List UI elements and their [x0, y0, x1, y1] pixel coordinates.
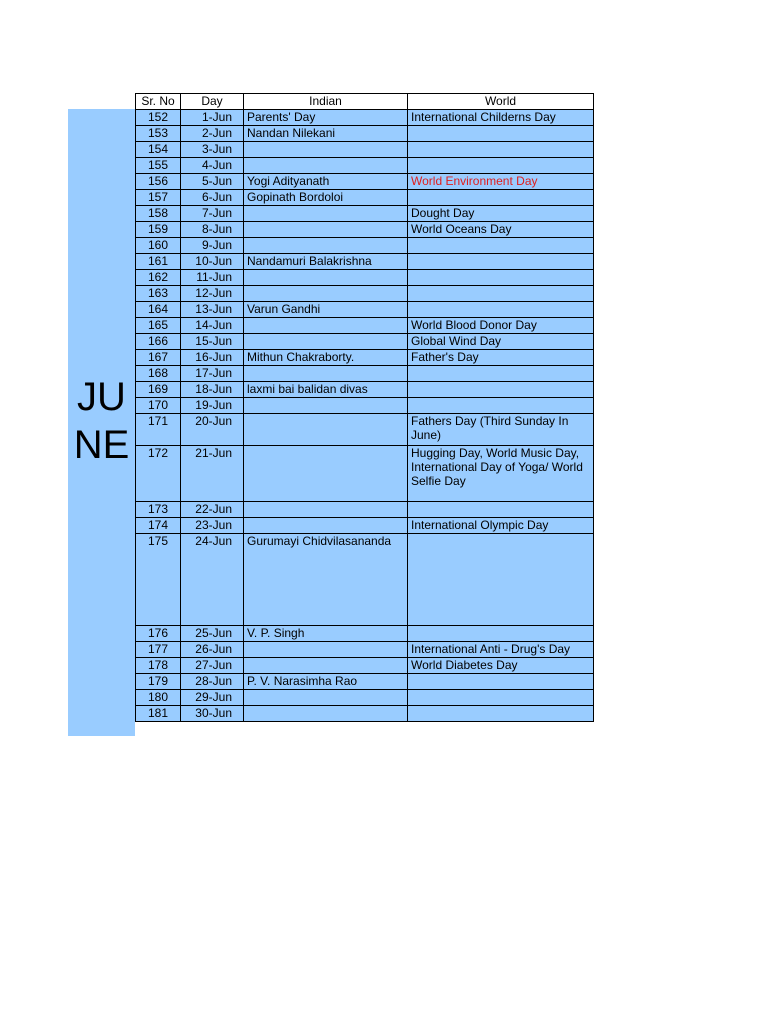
row-day: 24-Jun: [181, 534, 244, 626]
row-day: 26-Jun: [181, 642, 244, 658]
row-indian: [244, 334, 408, 350]
row-sr-no: 175: [136, 534, 181, 626]
row-indian: [244, 398, 408, 414]
table-row: [136, 318, 594, 334]
row-day: 21-Jun: [181, 446, 244, 502]
row-sr-no: 152: [136, 110, 181, 126]
header-row: [136, 94, 594, 110]
row-day: 14-Jun: [181, 318, 244, 334]
row-indian: [244, 222, 408, 238]
row-day: 12-Jun: [181, 286, 244, 302]
row-sr-no: 164: [136, 302, 181, 318]
row-indian: [244, 270, 408, 286]
row-indian: [244, 238, 408, 254]
row-indian: [244, 158, 408, 174]
table-row: [136, 158, 594, 174]
table-row: [136, 110, 594, 126]
row-day: 29-Jun: [181, 690, 244, 706]
table-row: [136, 254, 594, 270]
row-indian: [244, 706, 408, 722]
row-sr-no: 154: [136, 142, 181, 158]
row-indian: [244, 414, 408, 446]
row-world: World Oceans Day: [408, 222, 594, 238]
row-world: [408, 706, 594, 722]
row-day: 1-Jun: [181, 110, 244, 126]
table-row: [136, 126, 594, 142]
table-row: [136, 502, 594, 518]
row-day: 22-Jun: [181, 502, 244, 518]
table-row: [136, 414, 594, 446]
header-sr-no: Sr. No: [136, 94, 181, 110]
row-world: [408, 126, 594, 142]
table-row: [136, 706, 594, 722]
row-world: [408, 626, 594, 642]
table-row: [136, 238, 594, 254]
row-world: [408, 254, 594, 270]
row-sr-no: 172: [136, 446, 181, 502]
row-world: [408, 534, 594, 626]
row-day: 20-Jun: [181, 414, 244, 446]
row-day: 19-Jun: [181, 398, 244, 414]
row-sr-no: 160: [136, 238, 181, 254]
table-row: [136, 398, 594, 414]
row-indian: [244, 502, 408, 518]
row-sr-no: 163: [136, 286, 181, 302]
row-indian: [244, 206, 408, 222]
table-row: [136, 302, 594, 318]
row-day: 7-Jun: [181, 206, 244, 222]
row-sr-no: 178: [136, 658, 181, 674]
row-day: 8-Jun: [181, 222, 244, 238]
row-sr-no: 158: [136, 206, 181, 222]
row-world: [408, 238, 594, 254]
calendar-table: [135, 93, 594, 722]
row-indian: Mithun Chakraborty.: [244, 350, 408, 366]
row-day: 23-Jun: [181, 518, 244, 534]
row-indian: [244, 642, 408, 658]
row-sr-no: 170: [136, 398, 181, 414]
row-indian: Varun Gandhi: [244, 302, 408, 318]
row-day: 28-Jun: [181, 674, 244, 690]
row-sr-no: 176: [136, 626, 181, 642]
row-world: [408, 502, 594, 518]
row-world: Hugging Day, World Music Day, International Day of Yoga/ World Selfie Day: [408, 446, 594, 502]
row-world: [408, 158, 594, 174]
row-world: Father's Day: [408, 350, 594, 366]
row-world: [408, 190, 594, 206]
row-day: 4-Jun: [181, 158, 244, 174]
row-sr-no: 157: [136, 190, 181, 206]
row-day: 3-Jun: [181, 142, 244, 158]
row-world: [408, 142, 594, 158]
row-day: 18-Jun: [181, 382, 244, 398]
table-row: [136, 222, 594, 238]
row-world: [408, 302, 594, 318]
row-day: 17-Jun: [181, 366, 244, 382]
row-sr-no: 156: [136, 174, 181, 190]
row-sr-no: 168: [136, 366, 181, 382]
table-row: [136, 446, 594, 502]
row-world: [408, 366, 594, 382]
row-day: 6-Jun: [181, 190, 244, 206]
row-indian: [244, 518, 408, 534]
row-sr-no: 181: [136, 706, 181, 722]
table-row: [136, 642, 594, 658]
row-day: 5-Jun: [181, 174, 244, 190]
table-row: [136, 690, 594, 706]
row-day: 11-Jun: [181, 270, 244, 286]
row-indian: [244, 446, 408, 502]
row-indian: Gurumayi Chidvilasananda: [244, 534, 408, 626]
row-day: 2-Jun: [181, 126, 244, 142]
row-sr-no: 174: [136, 518, 181, 534]
header-world: World: [408, 94, 594, 110]
table-row: [136, 206, 594, 222]
row-world: [408, 398, 594, 414]
table-row: [136, 626, 594, 642]
row-indian: Parents' Day: [244, 110, 408, 126]
row-sr-no: 162: [136, 270, 181, 286]
row-sr-no: 153: [136, 126, 181, 142]
row-indian: laxmi bai balidan divas: [244, 382, 408, 398]
row-sr-no: 179: [136, 674, 181, 690]
row-world: [408, 382, 594, 398]
row-sr-no: 180: [136, 690, 181, 706]
row-indian: [244, 286, 408, 302]
row-sr-no: 165: [136, 318, 181, 334]
table-row: [136, 350, 594, 366]
month-block: [68, 109, 135, 736]
row-sr-no: 171: [136, 414, 181, 446]
row-day: 9-Jun: [181, 238, 244, 254]
table-row: [136, 270, 594, 286]
row-sr-no: 169: [136, 382, 181, 398]
row-world: International Childerns Day: [408, 110, 594, 126]
row-indian: [244, 366, 408, 382]
row-world: World Diabetes Day: [408, 658, 594, 674]
table-row: [136, 366, 594, 382]
row-world: [408, 270, 594, 286]
row-world: Global Wind Day: [408, 334, 594, 350]
row-sr-no: 177: [136, 642, 181, 658]
row-day: 25-Jun: [181, 626, 244, 642]
row-indian: V. P. Singh: [244, 626, 408, 642]
row-indian: P. V. Narasimha Rao: [244, 674, 408, 690]
row-world: Fathers Day (Third Sunday In June): [408, 414, 594, 446]
header-day: Day: [181, 94, 244, 110]
row-world: Dought Day: [408, 206, 594, 222]
row-world: [408, 674, 594, 690]
table-row: [136, 190, 594, 206]
row-indian: [244, 142, 408, 158]
row-world: International Olympic Day: [408, 518, 594, 534]
row-world: [408, 286, 594, 302]
row-day: 13-Jun: [181, 302, 244, 318]
table-row: [136, 518, 594, 534]
row-world: World Blood Donor Day: [408, 318, 594, 334]
table-row: [136, 286, 594, 302]
table-row: [136, 334, 594, 350]
row-sr-no: 173: [136, 502, 181, 518]
row-day: 10-Jun: [181, 254, 244, 270]
row-indian: Yogi Adityanath: [244, 174, 408, 190]
row-day: 27-Jun: [181, 658, 244, 674]
table-row: [136, 674, 594, 690]
row-sr-no: 161: [136, 254, 181, 270]
row-sr-no: 167: [136, 350, 181, 366]
row-day: 15-Jun: [181, 334, 244, 350]
table-row: [136, 534, 594, 626]
row-indian: Nandamuri Balakrishna: [244, 254, 408, 270]
row-indian: Gopinath Bordoloi: [244, 190, 408, 206]
row-indian: Nandan Nilekani: [244, 126, 408, 142]
header-indian: Indian: [244, 94, 408, 110]
row-sr-no: 166: [136, 334, 181, 350]
row-world: International Anti - Drug's Day: [408, 642, 594, 658]
row-world: World Environment Day: [408, 174, 594, 190]
table-row: [136, 382, 594, 398]
row-day: 16-Jun: [181, 350, 244, 366]
row-indian: [244, 690, 408, 706]
row-indian: [244, 318, 408, 334]
table-row: [136, 142, 594, 158]
row-sr-no: 155: [136, 158, 181, 174]
row-day: 30-Jun: [181, 706, 244, 722]
row-sr-no: 159: [136, 222, 181, 238]
table-row: [136, 174, 594, 190]
month-label: JU NE: [73, 375, 130, 467]
table-row: [136, 658, 594, 674]
row-world: [408, 690, 594, 706]
row-indian: [244, 658, 408, 674]
